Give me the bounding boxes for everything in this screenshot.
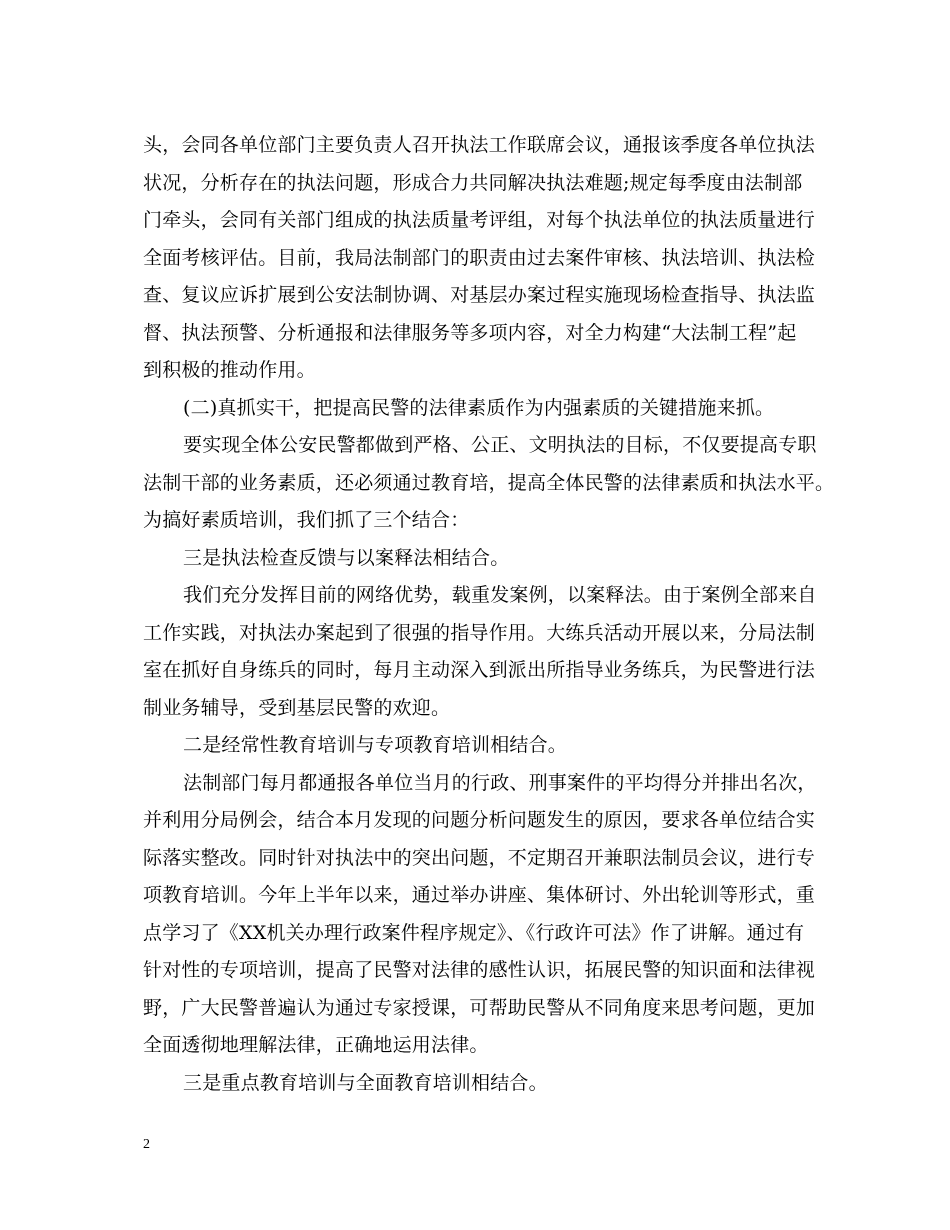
- text-line: 项教育培训。今年上半年以来，通过举办讲座、集体研讨、外出轮训等形式，重: [143, 884, 816, 906]
- page-number: 2: [143, 1137, 150, 1152]
- text-line: 状况，分析存在的执法问题，形成合力共同解决执法难题;规定每季度由法制部: [143, 172, 803, 194]
- text-line: 工作实践，对执法办案起到了很强的指导作用。大练兵活动开展以来，分局法制: [143, 622, 816, 644]
- text-line: 并利用分局例会，结合本月发现的问题分析问题发生的原因，要求各单位结合实: [143, 809, 816, 831]
- text-line: 针对性的专项培训，提高了民警对法律的感性认识，拓展民警的知识面和法律视: [143, 959, 816, 981]
- text-line: 室在抓好自身练兵的同时，每月主动深入到派出所指导业务练兵，为民警进行法: [143, 659, 816, 681]
- text-line: 法制干部的业务素质，还必须通过教育培，提高全体民警的法律素质和执法水平。: [143, 472, 835, 494]
- text-line: 我们充分发挥目前的网络优势，载重发案例，以案释法。由于案例全部来自: [183, 584, 817, 606]
- text-line: 野，广大民警普遍认为通过专家授课，可帮助民警从不同角度来思考问题，更加: [143, 997, 816, 1019]
- subsection-heading: 三是执法检查反馈与以案释法相结合。: [183, 547, 510, 569]
- text-line: 门牵头，会同有关部门组成的执法质量考评组，对每个执法单位的执法质量进行: [143, 209, 816, 231]
- section-heading: (二)真抓实干，把提高民警的法律素质作为内强素质的关键措施来抓。: [183, 397, 775, 419]
- subsection-heading: 二是经常性教育培训与专项教育培训相结合。: [183, 734, 568, 756]
- text-line: 法制部门每月都通报各单位当月的行政、刑事案件的平均得分并排出名次，: [183, 772, 817, 794]
- text-line: 际落实整改。同时针对执法中的突出问题，不定期召开兼职法制员会议，进行专: [143, 847, 816, 869]
- text-line: 制业务辅导，受到基层民警的欢迎。: [143, 697, 451, 719]
- text-line: 点学习了《XX机关办理行政案件程序规定》、《行政许可法》作了讲解。通过有: [143, 922, 805, 944]
- text-line: 督、执法预警、分析通报和法律服务等多项内容，对全力构建“大法制工程”起: [143, 322, 797, 344]
- text-line: 到积极的推动作用。: [143, 359, 316, 381]
- text-line: 查、复议应诉扩展到公安法制协调、对基层办案过程实施现场检查指导、执法监: [143, 284, 816, 306]
- subsection-heading: 三是重点教育培训与全面教育培训相结合。: [183, 1072, 548, 1094]
- text-line: 为搞好素质培训，我们抓了三个结合：: [143, 509, 470, 531]
- text-line: 要实现全体公安民警都做到严格、公正、文明执法的目标，不仅要提高专职: [183, 434, 817, 456]
- text-line: 全面考核评估。目前，我局法制部门的职责由过去案件审核、执法培训、执法检: [143, 247, 816, 269]
- text-line: 头，会同各单位部门主要负责人召开执法工作联席会议，通报该季度各单位执法: [143, 134, 816, 156]
- text-line: 全面透彻地理解法律，正确地运用法律。: [143, 1034, 489, 1056]
